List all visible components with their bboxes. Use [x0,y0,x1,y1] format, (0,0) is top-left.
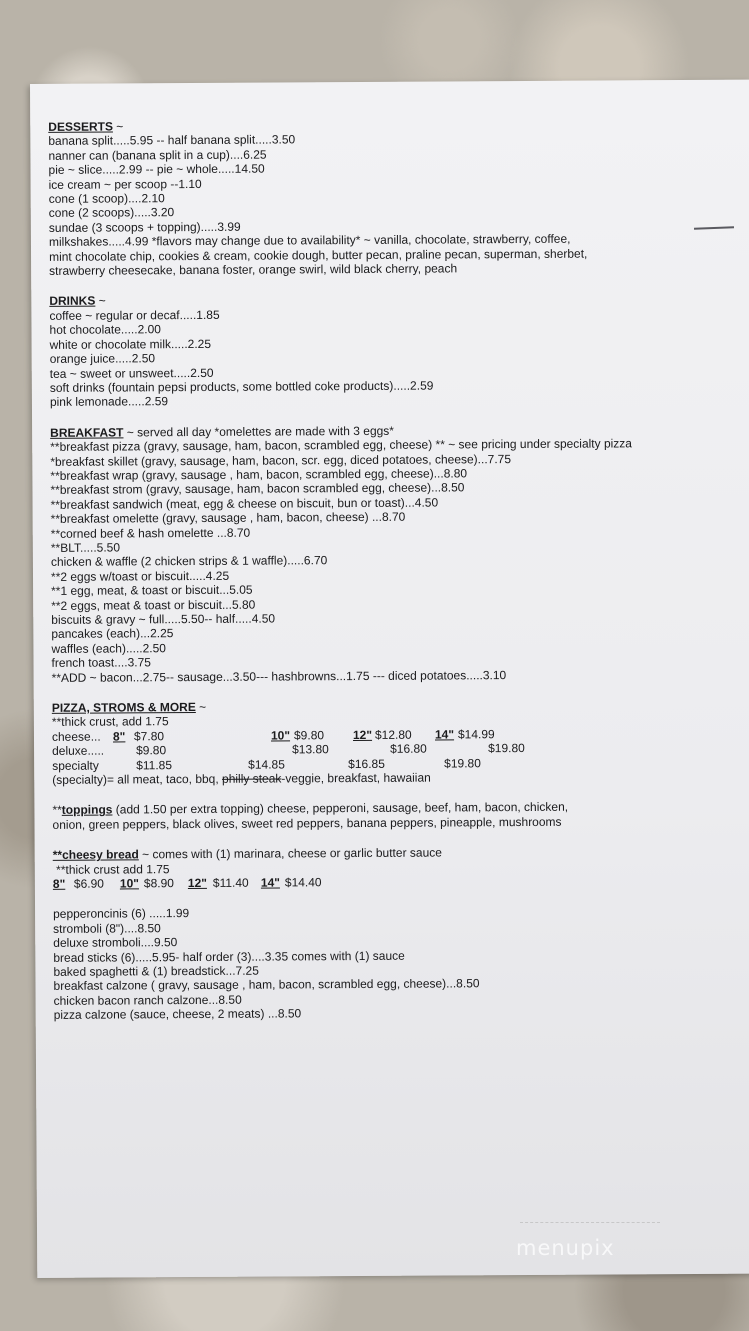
list-item: **2 eggs, meat & toast or biscuit...5.80 [51,597,256,613]
pizza-title-suffix: ~ [195,699,207,715]
size-label: 8" [112,729,126,744]
size-label: 14" [434,727,455,742]
list-item: ice cream ~ per scoop --1.10 [48,176,202,192]
list-item: hot chocolate.....2.00 [49,322,161,338]
desserts-list [48,130,740,278]
list-item: nanner can (banana split in a cup)....6.25 [48,147,267,163]
desserts-title: DESSERTS [48,119,113,134]
list-item: banana split.....5.95 -- half banana split.....3.50 [48,132,296,149]
cheesy-bread-suffix: ~ comes with (1) marinara, cheese or garlic butter sauce [138,845,442,862]
cheesy-bread-thick-note: **thick crust add 1.75 [52,861,170,877]
breakfast-title-suffix: ~ served all day *omelettes are made with 3 eggs* [123,423,394,440]
list-item: tea ~ sweet or unsweet.....2.50 [49,365,214,381]
list-item: soft drinks (fountain pepsi products, some bottled coke products).....2.59 [49,378,434,395]
drinks-title-suffix: ~ [95,294,106,309]
toppings-prefix: ** [52,803,62,818]
list-item: pancakes (each)...2.25 [51,626,174,642]
price: $14.40 [284,875,322,890]
price: $14.99 [457,727,495,742]
list-item: *breakfast skillet (gravy, sausage, ham, bacon, scr. egg, diced potatoes, cheese)...7.75 [50,451,512,469]
price: $8.90 [143,876,174,891]
price: $19.80 [488,741,525,756]
list-item: sundae (3 scoops + topping).....3.99 [48,219,241,235]
size-label: 8" [52,876,66,891]
list-item: biscuits & gravy ~ full.....5.50-- half.....4.50 [51,611,276,627]
price: $7.80 [133,729,165,744]
list-item: cone (2 scoops).....3.20 [48,205,175,221]
specialty-note-struck: philly steak [221,771,282,786]
list-item: breakfast calzone ( gravy, sausage , ham, bacon, scrambled egg, cheese)...8.50 [53,976,480,994]
list-item: deluxe stromboli....9.50 [53,935,178,951]
list-item: pepperoncinis (6) .....1.99 [53,906,190,922]
list-item: cone (1 scoop)....2.10 [48,191,165,206]
pizza-specialty-label: specialty [52,758,99,773]
list-item: **2 eggs w/toast or biscuit.....4.25 [50,568,230,584]
pizza-cheese-label: cheese... [51,729,101,744]
toppings-line-2: onion, green peppers, black olives, sweet red peppers, banana peppers, pineapple, mushrooms [52,814,562,832]
price: $11.40 [212,875,249,890]
cheesy-bread-title: **cheesy bread [52,847,139,863]
specialty-note-text: (specialty)= all meat, taco, bbq, [52,771,223,787]
size-label: 14" [260,875,280,890]
price: $14.85 [248,757,285,772]
menu-paper [30,80,749,1278]
price: $19.80 [444,755,481,771]
list-item: coffee ~ regular or decaf.....1.85 [49,307,220,323]
menupix-watermark: menupix [516,1236,615,1260]
breakfast-title: BREAKFAST [50,425,124,440]
list-item: waffles (each).....2.50 [51,640,167,656]
menu-sheet [48,116,745,1023]
watermark-divider [520,1222,660,1223]
price: $9.80 [136,743,167,758]
list-item: **BLT.....5.50 [50,540,121,555]
size-label: 10" [119,876,139,891]
size-label: 12" [352,727,373,742]
size-label: 10" [270,728,291,743]
list-item: orange juice.....2.50 [49,351,156,366]
toppings-text: (add 1.50 per extra topping) cheese, pepperoni, sausage, beef, ham, bacon, chicken, [112,800,569,817]
desserts-title-suffix: ~ [112,119,124,134]
price: $16.80 [390,741,427,757]
list-item: stromboli (8")....8.50 [53,921,161,936]
list-item: **breakfast wrap (gravy, sausage , ham, bacon, scrambled egg, cheese)...8.80 [50,466,468,483]
list-item: french toast....3.75 [51,655,151,671]
price: $9.80 [293,728,325,743]
pizza-deluxe-label: deluxe..... [52,743,105,759]
list-item: **ADD ~ bacon...2.75-- sausage...3.50--- hashbrowns...1.75 --- diced potatoes.....3.10 [51,667,507,685]
list-item: strawberry cheesecake, banana foster, orange swirl, wild black cherry, peach [49,261,458,278]
list-item: chicken & waffle (2 chicken strips & 1 waffle).....6.70 [50,553,328,570]
price: $16.85 [348,756,385,771]
list-item: **1 egg, meat, & toast or biscuit...5.05 [51,582,253,599]
list-item: mint chocolate chip, cookies & cream, cookie dough, butter pecan, praline pecan, superman, sherbet, [49,246,588,264]
list-item: white or chocolate milk.....2.25 [49,336,212,352]
drinks-list [49,305,741,410]
price: $6.90 [73,876,104,891]
list-item: chicken bacon ranch calzone...8.50 [53,992,242,1008]
list-item: baked spaghetti & (1) breadstick...7.25 [53,963,259,979]
drinks-title: DRINKS [49,294,96,309]
list-item: bread sticks (6).....5.95- half order (3)....3.35 comes with (1) sauce [53,948,405,965]
list-item: **breakfast strom (gravy, sausage, ham, bacon scrambled egg, cheese)...8.50 [50,480,465,498]
list-item: **breakfast pizza (gravy, sausage, ham, bacon, scrambled egg, cheese) ** ~ see pricing under specialty pizza [50,436,633,455]
list-item: **breakfast omelette (gravy, sausage , ham, bacon, cheese) ...8.70 [50,509,406,527]
list-item: milkshakes.....4.99 *flavors may change due to availability* ~ vanilla, chocolate, strawberry, coffee, [48,231,571,250]
price: $11.85 [136,757,173,772]
list-item: pink lemonade.....2.59 [49,394,169,410]
pizza-title: PIZZA, STROMS & MORE [51,700,196,715]
specialty-note-text: -veggie, breakfast, hawaiian [281,770,431,786]
toppings-title: toppings [61,802,113,818]
more-items-list [53,903,745,1022]
price: $12.80 [374,727,412,742]
breakfast-list [50,436,742,685]
pizza-thick-crust-note: **thick crust, add 1.75 [51,714,169,730]
list-item: **breakfast sandwich (meat, egg & cheese on biscuit, bun or toast)...4.50 [50,495,439,512]
price: $13.80 [292,742,329,757]
list-item: **corned beef & hash omelette ...8.70 [50,525,251,541]
list-item: pizza calzone (sauce, cheese, 2 meats) ...8.50 [53,1006,302,1023]
size-label: 12" [187,875,207,891]
list-item: pie ~ slice.....2.99 -- pie ~ whole.....14.50 [48,161,265,178]
